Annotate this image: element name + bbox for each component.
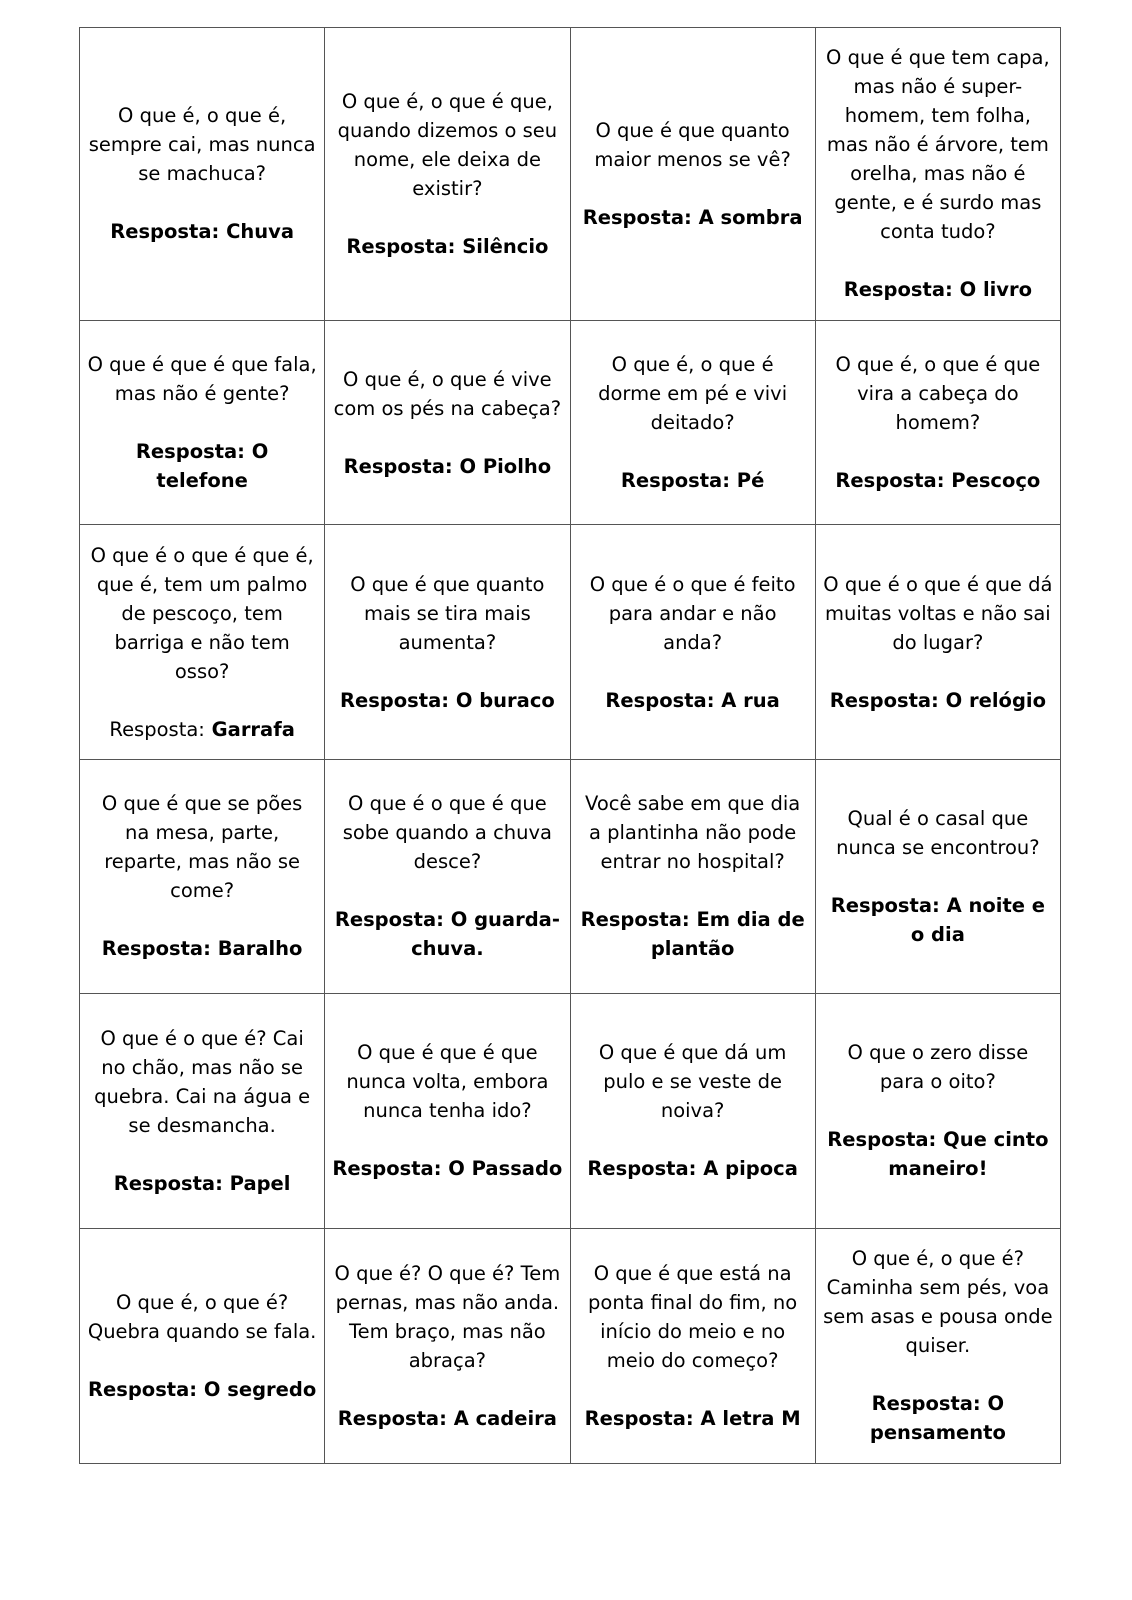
riddle-answer: A cadeira xyxy=(453,1406,557,1430)
riddle-question: O que é o que é que dá muitas voltas e não sai do lugar? xyxy=(823,572,1053,654)
riddle-question: O que é, o que é? Caminha sem pés, voa sem asas e pousa onde quiser. xyxy=(823,1247,1053,1358)
riddle-question: O que é o que é que é, que é, tem um palmo de pescoço, tem barriga e não tem osso? xyxy=(90,543,314,683)
riddle-answer-line xyxy=(332,905,562,963)
riddle-answer: O Passado xyxy=(448,1157,563,1181)
answer-label: Resposta: xyxy=(101,937,211,961)
answer-label: Resposta: xyxy=(88,1377,198,1401)
answer-label: Resposta: xyxy=(620,469,730,493)
riddle-card xyxy=(325,525,570,759)
riddle-answer-line xyxy=(87,934,317,963)
riddle-answer-line xyxy=(823,1389,1053,1447)
riddle-card xyxy=(570,320,815,525)
answer-label: Resposta: xyxy=(580,908,690,932)
riddle-card xyxy=(325,994,570,1228)
answer-label: Resposta: xyxy=(334,908,444,932)
riddle-answer: Que cinto maneiro! xyxy=(888,1128,1049,1181)
riddle-answer-line xyxy=(87,715,317,744)
riddle-card xyxy=(80,320,325,525)
riddle-card xyxy=(815,320,1060,525)
riddle-answer-line xyxy=(823,891,1053,949)
riddle-card xyxy=(570,1228,815,1463)
riddle-question: O que é, o que é? Quebra quando se fala. xyxy=(87,1290,317,1343)
riddle-card xyxy=(815,525,1060,759)
riddle-row xyxy=(80,28,1061,321)
riddle-card xyxy=(80,525,325,759)
answer-label: Resposta: xyxy=(605,688,715,712)
answer-label: Resposta: xyxy=(843,278,953,302)
riddle-card xyxy=(815,759,1060,993)
riddle-question: Você sabe em que dia a plantinha não pode entrar no hospital? xyxy=(585,792,801,874)
answer-label: Resposta: xyxy=(582,205,692,229)
riddle-answer-line xyxy=(87,1375,317,1404)
riddle-question: O que é que se pões na mesa, parte, reparte, mas não se come? xyxy=(101,792,303,903)
answer-label: Resposta: xyxy=(346,234,456,258)
riddle-answer: Papel xyxy=(229,1171,291,1195)
answer-label: Resposta: xyxy=(332,1157,442,1181)
riddle-card xyxy=(570,994,815,1228)
riddle-card xyxy=(325,320,570,525)
riddle-answer-line xyxy=(823,466,1053,495)
riddle-question: O que é, o que é dorme em pé e vivi deitado? xyxy=(598,353,788,435)
riddle-answer: Silêncio xyxy=(462,234,549,258)
riddle-answer-line xyxy=(87,1169,317,1198)
riddle-card xyxy=(570,525,815,759)
riddle-question: O que é o que é que sobe quando a chuva desce? xyxy=(342,792,553,874)
riddle-row xyxy=(80,525,1061,759)
riddle-answer: O pensamento xyxy=(869,1392,1006,1445)
riddle-answer-line xyxy=(823,1125,1053,1183)
riddle-question: O que o zero disse para o oito? xyxy=(847,1041,1029,1094)
riddle-grid xyxy=(79,27,1061,1464)
riddle-answer: Em dia de plantão xyxy=(650,908,805,961)
riddle-card xyxy=(325,28,570,321)
riddle-question: O que é que é que fala, mas não é gente? xyxy=(87,353,317,406)
riddle-answer-line xyxy=(578,686,808,715)
riddle-answer: Pé xyxy=(736,469,765,493)
riddle-answer-line xyxy=(87,217,317,246)
riddle-answer: O livro xyxy=(959,278,1033,302)
riddle-card xyxy=(815,28,1060,321)
answer-label: Resposta: xyxy=(830,893,940,917)
riddle-answer-line xyxy=(578,1154,808,1183)
riddle-answer: O buraco xyxy=(455,688,555,712)
riddle-answer-line xyxy=(578,203,808,232)
riddle-card xyxy=(325,759,570,993)
answer-label: Resposta: xyxy=(835,469,945,493)
riddle-answer-line xyxy=(332,686,562,715)
riddle-answer-line xyxy=(87,437,317,495)
answer-label: Resposta: xyxy=(829,688,939,712)
riddle-question: O que é que é que nunca volta, embora nunca tenha ido? xyxy=(346,1041,549,1123)
riddle-question: Qual é o casal que nunca se encontrou? xyxy=(836,806,1040,859)
riddle-answer: A pipoca xyxy=(703,1157,798,1181)
answer-label: Resposta: xyxy=(871,1392,981,1416)
riddle-answer-line xyxy=(578,905,808,963)
answer-label: Resposta: xyxy=(135,440,245,464)
answer-label: Resposta: xyxy=(587,1157,697,1181)
riddle-question: O que é que está na ponta final do fim, no início do meio e no meio do começo? xyxy=(588,1261,798,1372)
riddle-answer: Chuva xyxy=(226,220,295,244)
riddle-card xyxy=(815,994,1060,1228)
answer-label: Resposta: xyxy=(343,454,453,478)
riddle-answer: O relógio xyxy=(945,688,1046,712)
riddle-question: O que é que quanto mais se tira mais aumenta? xyxy=(350,572,545,654)
riddle-answer-line xyxy=(578,466,808,495)
riddle-answer: A letra M xyxy=(700,1406,801,1430)
answer-label: Resposta: xyxy=(339,688,450,712)
riddle-answer-line xyxy=(823,686,1053,715)
riddle-answer: Pescoço xyxy=(951,469,1041,493)
riddle-card xyxy=(80,28,325,321)
riddle-question: O que é, o que é, sempre cai, mas nunca se machuca? xyxy=(88,104,316,186)
riddle-card xyxy=(80,994,325,1228)
answer-label: Resposta: xyxy=(110,220,220,244)
riddle-row xyxy=(80,759,1061,993)
riddle-question: O que é que dá um pulo e se veste de noiva? xyxy=(598,1041,787,1123)
riddle-answer-line xyxy=(332,232,562,261)
riddle-answer: Garrafa xyxy=(211,717,295,741)
riddle-question: O que é, o que é que, quando dizemos o seu nome, ele deixa de existir? xyxy=(337,89,558,200)
riddle-card xyxy=(570,28,815,321)
riddle-answer: O segredo xyxy=(203,1377,317,1401)
answer-label: Resposta: xyxy=(584,1406,694,1430)
riddle-answer: O telefone xyxy=(156,440,269,493)
riddle-card xyxy=(80,1228,325,1463)
riddle-card xyxy=(815,1228,1060,1463)
riddle-question: O que é? O que é? Tem pernas, mas não anda. Tem braço, mas não abraça? xyxy=(334,1261,561,1372)
riddle-row xyxy=(80,994,1061,1228)
riddle-answer-line xyxy=(823,275,1053,304)
riddle-answer: A rua xyxy=(721,688,780,712)
riddle-question: O que é o que é feito para andar e não anda? xyxy=(589,572,796,654)
riddle-answer-line xyxy=(332,1404,562,1433)
riddle-card xyxy=(80,759,325,993)
riddle-row xyxy=(80,1228,1061,1463)
riddle-question: O que é, o que é que vira a cabeça do homem? xyxy=(835,353,1041,435)
riddle-answer: A noite e o dia xyxy=(910,893,1046,946)
riddle-card xyxy=(325,1228,570,1463)
riddle-question: O que é o que é? Cai no chão, mas não se quebra. Cai na água e se desmancha. xyxy=(94,1026,311,1137)
riddle-card xyxy=(570,759,815,993)
riddle-answer-line xyxy=(332,1154,562,1183)
riddle-answer: O Piolho xyxy=(459,454,552,478)
riddle-question: O que é, o que é vive com os pés na cabeça? xyxy=(333,367,562,420)
riddle-answer: Baralho xyxy=(217,937,303,961)
riddle-answer-line xyxy=(578,1404,808,1433)
riddle-answer-line xyxy=(332,452,562,481)
answer-label: Resposta: xyxy=(113,1171,223,1195)
riddle-answer: O guarda-chuva. xyxy=(411,908,560,961)
riddle-answer: A sombra xyxy=(698,205,803,229)
riddle-question: O que é que quanto maior menos se vê? xyxy=(594,118,791,171)
riddle-question: O que é que tem capa, mas não é super-homem, tem folha, mas não é árvore, tem orelha, mas não é gente, e é surdo mas conta tudo? xyxy=(826,46,1050,244)
answer-label: Resposta: xyxy=(109,717,205,741)
answer-label: Resposta: xyxy=(827,1128,937,1152)
riddle-row xyxy=(80,320,1061,525)
answer-label: Resposta: xyxy=(337,1406,447,1430)
